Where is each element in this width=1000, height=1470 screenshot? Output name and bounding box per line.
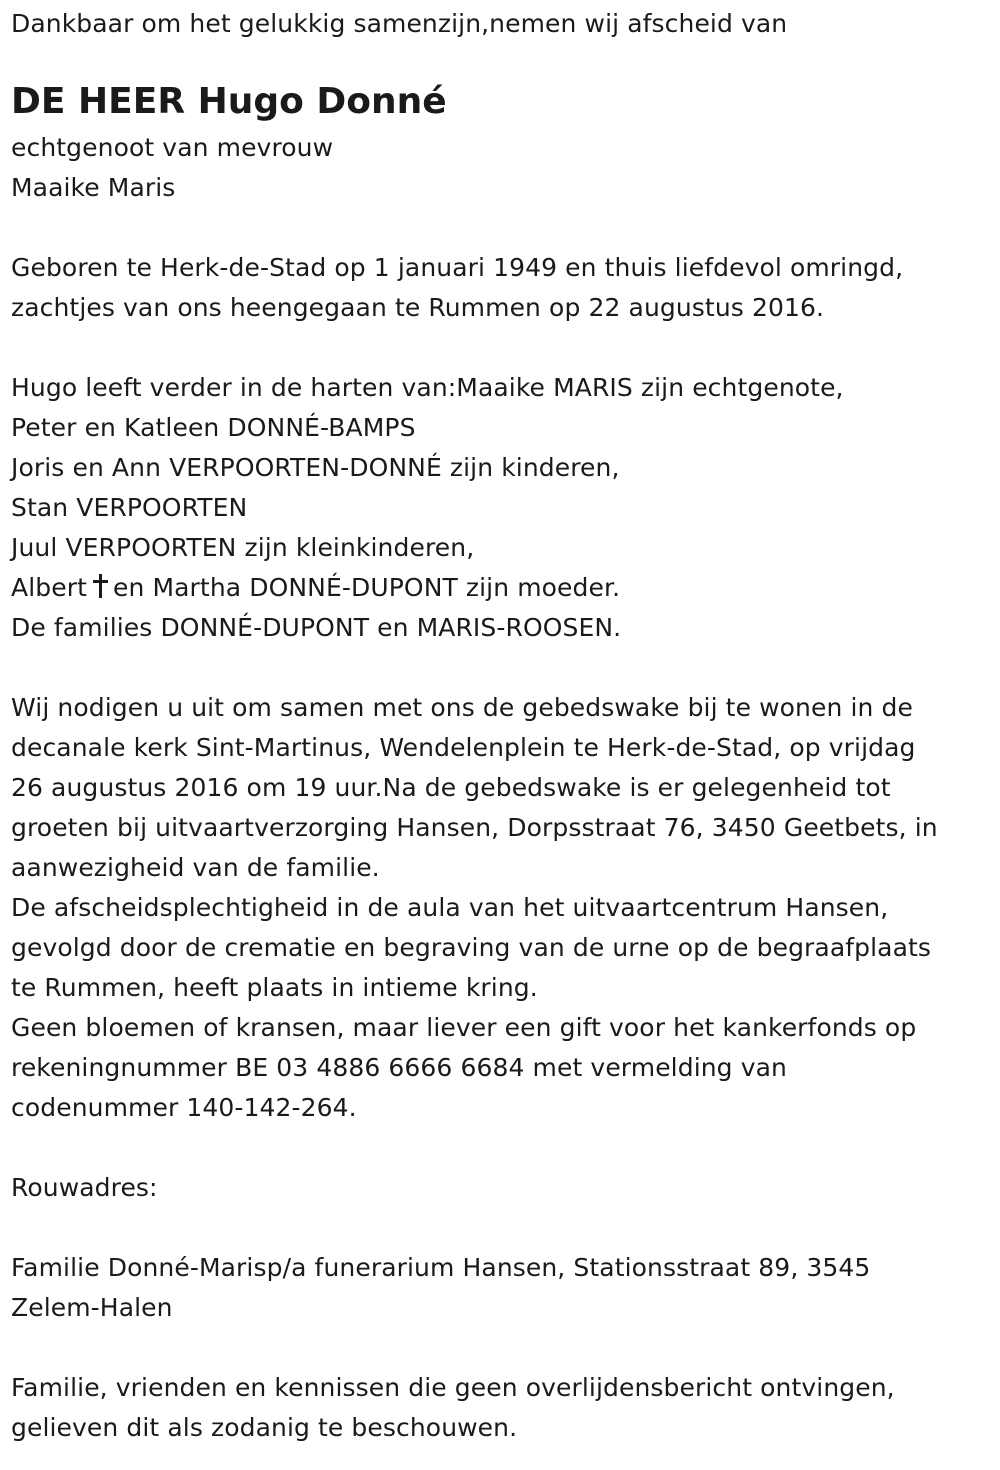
family-line-3: Joris en Ann VERPOORTEN-DONNÉ zijn kinderen,: [11, 453, 620, 482]
family-line-6-name: Albert: [11, 573, 87, 602]
spacer: [11, 648, 991, 688]
family-line-4: Stan VERPOORTEN: [11, 493, 248, 522]
ceremony-line: rekeningnummer BE 03 4886 6666 6684 met vermelding van: [11, 1053, 787, 1082]
cross-icon: [93, 574, 107, 598]
deceased-name: DE HEER Hugo Donné: [11, 81, 447, 122]
spacer: [11, 208, 991, 248]
family-line-7: De families DONNÉ-DUPONT en MARIS-ROOSEN.: [11, 613, 622, 642]
ceremony-line: codenummer 140-142-264.: [11, 1093, 357, 1122]
ceremony-line: aanwezigheid van de familie.: [11, 853, 380, 882]
obituary-notice: [11, 0, 991, 1448]
birth-line-1: Geboren te Herk-de-Stad op 1 januari 1949 en thuis liefdevol omringd,: [11, 253, 904, 282]
intro-text: Dankbaar om het gelukkig samenzijn,nemen wij afscheid van: [11, 9, 788, 38]
family-line-5: Juul VERPOORTEN zijn kleinkinderen,: [11, 533, 475, 562]
family-line-6: [11, 568, 991, 608]
ceremony-line: gevolgd door de crematie en begraving van de urne op de begraafplaats: [11, 933, 932, 962]
ceremony-line: decanale kerk Sint-Martinus, Wendelenplein te Herk-de-Stad, op vrijdag: [11, 733, 916, 762]
ceremony-line: te Rummen, heeft plaats in intieme kring.: [11, 973, 538, 1002]
closing-line-1: Familie, vrienden en kennissen die geen overlijdensbericht ontvingen,: [11, 1373, 895, 1402]
address-line-2: Zelem-Halen: [11, 1293, 173, 1322]
ceremony-line: Geen bloemen of kransen, maar liever een gift voor het kankerfonds op: [11, 1013, 917, 1042]
spacer: [11, 1208, 991, 1248]
ceremony-line: groeten bij uitvaartverzorging Hansen, Dorpsstraat 76, 3450 Geetbets, in: [11, 813, 938, 842]
family-line-6-rest: en Martha DONNÉ-DUPONT zijn moeder.: [112, 573, 621, 602]
address-label: Rouwadres:: [11, 1173, 158, 1202]
birth-line-2: zachtjes van ons heengegaan te Rummen op 22 augustus 2016.: [11, 293, 825, 322]
ceremony-line: Wij nodigen u uit om samen met ons de gebedswake bij te wonen in de: [11, 693, 913, 722]
spacer: [11, 328, 991, 368]
family-line-2: Peter en Katleen DONNÉ-BAMPS: [11, 413, 416, 442]
spacer: [11, 1328, 991, 1368]
spouse-line-2: Maaike Maris: [11, 173, 176, 202]
ceremony-line: De afscheidsplechtigheid in de aula van het uitvaartcentrum Hansen,: [11, 893, 889, 922]
address-line-1: Familie Donné-Marisp/a funerarium Hansen, Stationsstraat 89, 3545: [11, 1253, 871, 1282]
spacer: [11, 1128, 991, 1168]
closing-line-2: gelieven dit als zodanig te beschouwen.: [11, 1413, 518, 1442]
family-line-1: Hugo leeft verder in de harten van:Maaike MARIS zijn echtgenote,: [11, 373, 844, 402]
ceremony-line: 26 augustus 2016 om 19 uur.Na de gebedswake is er gelegenheid tot: [11, 773, 891, 802]
spouse-line-1: echtgenoot van mevrouw: [11, 133, 334, 162]
